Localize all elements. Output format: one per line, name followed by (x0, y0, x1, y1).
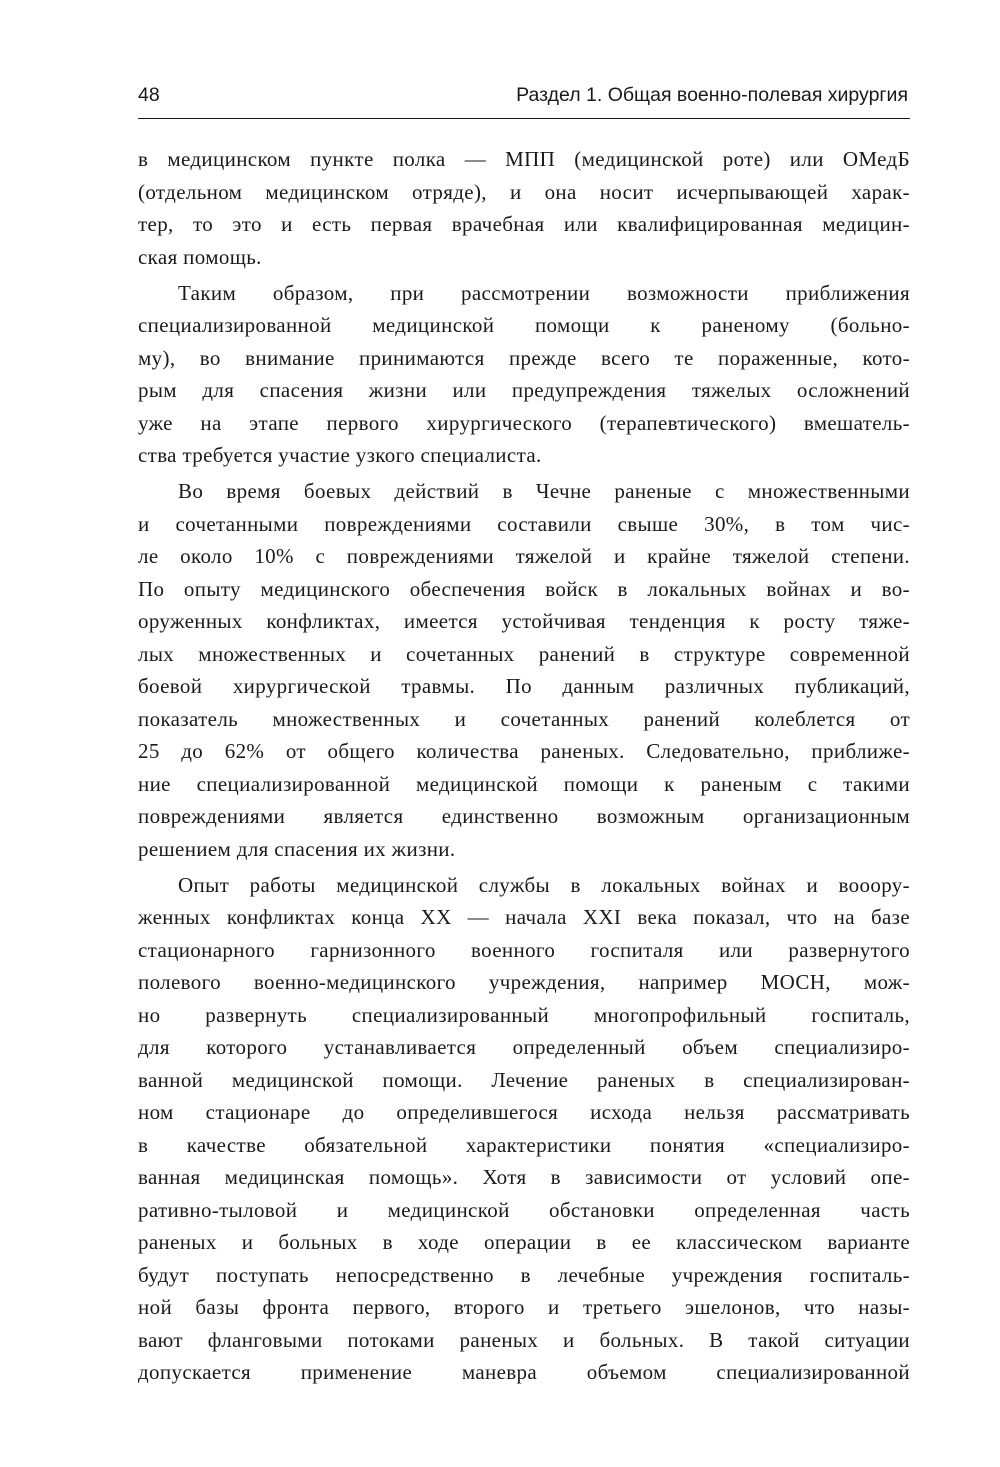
text-line: в медицинском пункте полка — МПП (медицинской роте) или ОМедБ (138, 147, 910, 171)
text-line: специализированной медицинской помощи к раненому (больно- (138, 313, 910, 337)
text-line: показатель множественных и сочетанных ранений колеблется от (138, 706, 910, 731)
text-line: тер, то это и есть первая врачебная или квалифицированная медицин- (138, 212, 910, 236)
text-line: стационарного гарнизонного военного госпиталя или развернутого (138, 937, 910, 962)
body-text (138, 143, 910, 1389)
text-line: ская помощь. (138, 244, 262, 269)
text-line: ном стационаре до определившегося исхода нельзя рассматривать (138, 1100, 910, 1124)
text-line: ративно-тыловой и медицинской обстановки определенная часть (138, 1197, 910, 1222)
paragraph (138, 277, 910, 472)
text-line: для которого устанавливается определенный объем специализиро- (138, 1035, 910, 1059)
running-title: Раздел 1. Общая военно-полевая хирургия (516, 84, 908, 106)
text-line: лых множественных и сочетанных ранений в структуре современной (138, 641, 910, 666)
page-number: 48 (138, 84, 160, 106)
paragraph (138, 143, 910, 273)
text-line: женных конфликтах конца XX — начала XXI века показал, что на базе (138, 905, 910, 929)
paragraph (138, 475, 910, 865)
text-line: ванной медицинской помощи. Лечение раненых в специализирован- (138, 1067, 910, 1092)
text-line: и сочетанными повреждениями составили свыше 30%, в том чис- (138, 511, 910, 536)
text-line: раненых и больных в ходе операции в ее классическом варианте (138, 1230, 910, 1254)
text-line: му), во внимание принимаются прежде всего те пораженные, кото- (138, 345, 910, 370)
text-line: (отдельном медицинском отряде), и она носит исчерпывающей харак- (138, 179, 910, 204)
text-line: оруженных конфликтах, имеется устойчивая тенденция к росту тяже- (138, 609, 910, 633)
text-line: ние специализированной медицинской помощи к раненым с такими (138, 771, 910, 796)
text-line: Таким образом, при рассмотрении возможности приближения (178, 280, 910, 305)
text-line: решением для спасения их жизни. (138, 836, 456, 861)
header-rule (138, 118, 910, 119)
text-line: полевого военно-медицинского учреждения, например МОСН, мож- (138, 970, 910, 994)
page-header (138, 80, 910, 110)
text-line: Опыт работы медицинской службы в локальных войнах и вооору- (178, 872, 910, 897)
paragraph (138, 869, 910, 1389)
text-line: будут поступать непосредственно в лечебные учреждения госпиталь- (138, 1262, 910, 1287)
text-line: повреждениями является единственно возможным организационным (138, 804, 910, 828)
text-line: вают фланговыми потоками раненых и больных. В такой ситуации (138, 1327, 910, 1352)
text-line: рым для спасения жизни или предупреждения тяжелых осложнений (138, 378, 910, 402)
text-line: ванная медицинская помощь». Хотя в зависимости от условий опе- (138, 1165, 910, 1189)
text-line: ной базы фронта первого, второго и третьего эшелонов, что назы- (138, 1295, 910, 1319)
text-line: Во время боевых действий в Чечне раненые с множественными (178, 479, 910, 503)
text-line: допускается применение маневра объемом специализированной (138, 1360, 910, 1384)
text-line: По опыту медицинского обеспечения войск в локальных войнах и во- (138, 576, 910, 601)
text-line: ства требуется участие узкого специалиста. (138, 443, 542, 467)
text-line: 25 до 62% от общего количества раненых. Следовательно, приближе- (138, 739, 910, 763)
text-line: боевой хирургической травмы. По данным различных публикаций, (138, 674, 910, 698)
text-line: ле около 10% с повреждениями тяжелой и крайне тяжелой степени. (138, 544, 910, 568)
text-line: в качестве обязательной характеристики понятия «специализиро- (138, 1132, 910, 1157)
text-line: но развернуть специализированный многопрофильный госпиталь, (138, 1002, 910, 1027)
text-line: уже на этапе первого хирургического (терапевтического) вмешатель- (138, 410, 910, 435)
